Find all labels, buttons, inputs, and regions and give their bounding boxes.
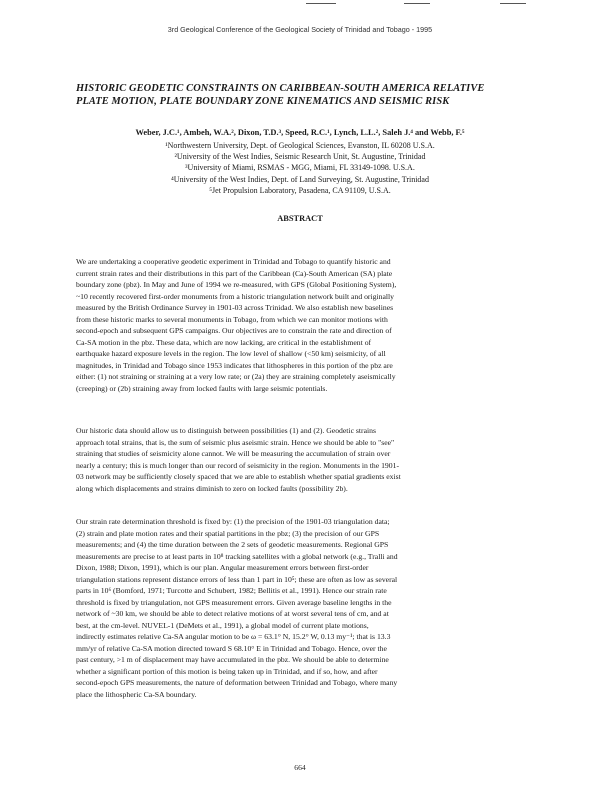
title-line: PLATE MOTION, PLATE BOUNDARY ZONE KINEMATICS AND SEISMIC RISK xyxy=(76,96,450,107)
text-line: 03 network may be sufficiently closely spaced that we are able to establish whether spatial gradients exist xyxy=(76,472,401,481)
text-line: current strain rates and their distributions in this part of the Caribbean (Ca)-South American (SA) plate xyxy=(76,268,393,278)
text-line: whether a significant portion of this motion is being taken up in Trinidad, and if so, how, and after xyxy=(76,666,378,676)
scan-artifact-marks xyxy=(0,3,600,9)
abstract-paragraph-2 xyxy=(76,425,546,494)
author-list: Weber, J.C.¹, Ambeh, W.A.², Dixon, T.D.³, Speed, R.C.¹, Lynch, L.L.², Saleh J.⁴ and Webb, F.⁵ xyxy=(135,128,465,137)
text-line: straining that studies of seismicity alone cannot. We will be measuring the accumulation of strain over xyxy=(76,449,391,458)
text-line: along which displacements and strains diminish to zero on locked faults (possibility 2b). xyxy=(76,483,348,493)
text-line: measurements; and (4) the time duration between the 2 sets of geodetic measurements. Regional GPS xyxy=(76,540,389,549)
page-number: 664 xyxy=(294,763,306,772)
title-line: HISTORIC GEODETIC CONSTRAINTS ON CARIBBEAN-SOUTH AMERICA RELATIVE xyxy=(76,83,485,94)
abstract-paragraph-3 xyxy=(76,516,546,700)
text-line: We are undertaking a cooperative geodetic experiment in Trinidad and Tobago to quantify historic and xyxy=(76,257,391,266)
text-line: either: (1) not straining or straining at a very low rate; or (2a) they are straining completely aseismically xyxy=(76,372,396,381)
abstract-heading: ABSTRACT xyxy=(277,214,323,223)
text-line: past century, >1 m of displacement may have accumulated in the pbz. We should be able to determine xyxy=(76,655,389,664)
text-line: mm/yr of relative Ca-SA motion directed toward S 68.10° E in Trinidad and Tobago. Hence, over the xyxy=(76,643,387,653)
text-line: (creeping) or (2b) straining away from locked faults with large seismic potentials. xyxy=(76,383,328,393)
text-line: boundary zone (pbz). In May and June of 1994 we re-measured, with GPS (Global Positioning System), xyxy=(76,280,397,289)
affiliation: ⁴University of the West Indies, Dept. of Land Surveying, St. Augustine, Trinidad xyxy=(171,174,429,184)
paper-title xyxy=(76,82,546,108)
text-line: measured by the British Ordinance Survey in 1901-03 across Trinidad. We also establish new baselines xyxy=(76,303,394,312)
text-line: second-epoch GPS measurements, the nature of deformation between Trinidad and Tobago, where many xyxy=(76,678,398,687)
text-line: approach total strains, that is, the sum of seismic plus aseismic strain. Hence we should be able to "see" xyxy=(76,437,395,447)
text-line: (2) strain and plate motion rates and their spatial partitions in the pbz; (3) the precision of our GPS xyxy=(76,528,380,538)
affiliation-list xyxy=(0,140,600,196)
affiliation: ⁵Jet Propulsion Laboratory, Pasadena, CA 91109, U.S.A. xyxy=(209,185,391,195)
text-line: place the lithospheric Ca-SA boundary. xyxy=(76,689,197,699)
text-line: second-epoch and subsequent GPS campaigns. Our objectives are to constrain the rate and direction of xyxy=(76,326,392,335)
affiliation: ²University of the West Indies, Seismic Research Unit, St. Augustine, Trinidad xyxy=(174,152,426,162)
affiliation: ¹Northwestern University, Dept. of Geological Sciences, Evanston, IL 60208 U.S.A. xyxy=(165,141,435,150)
text-line: Our strain rate determination threshold is fixed by: (1) the precision of the 1901-03 triangulation data; xyxy=(76,517,390,526)
text-line: magnitudes, in Trinidad and Tobago since 1953 indicates that lithospheres in this portion of the pbz are xyxy=(76,360,393,370)
text-line: threshold is fixed by triangulation, not GPS measurement errors. Given average baseline lengths in the xyxy=(76,597,392,607)
text-line: parts in 10⁶ (Bomford, 1971; Turcotte and Schubert, 1982; Bellitis et al., 1991). Hence our strain rate xyxy=(76,586,387,595)
text-line: Our historic data should allow us to distinguish between possibilities (1) and (2). Geodetic strains xyxy=(76,426,376,435)
text-line: triangulation stations represent distance errors of less than 1 part in 10⁵; these are often as low as several xyxy=(76,574,398,584)
text-line: Dixon, 1988; Dixon, 1991), which is our plan. Angular measurement errors between first-order xyxy=(76,563,369,572)
affiliation: ³University of Miami, RSMAS - MGG, Miami, FL 33149-1098. U.S.A. xyxy=(185,163,415,173)
text-line: indirectly estimates relative Ca-SA angular motion to be ω = 63.1° N, 15.2° W, 0.13 my⁻¹; that is 13.3 xyxy=(76,632,391,641)
text-line: best, at the cm-level. NUVEL-1 (DeMets et al., 1991), a global model of current plate motions, xyxy=(76,620,369,630)
text-line: ~10 recently recovered first-order monuments from a historic triangulation network built and originally xyxy=(76,291,394,301)
abstract-paragraph-1 xyxy=(76,256,546,394)
text-line: from these historic marks to several monuments in Tobago, from which we can monitor motions with xyxy=(76,314,388,324)
text-line: Ca-SA motion in the pbz. These data, which are now lacking, are critical in the establishment of xyxy=(76,337,372,347)
text-line: network of ~30 km, we should be able to detect relative motions of at worst several tens of cm, and at xyxy=(76,609,389,618)
text-line: nearly a century; this is much longer than our record of seismicity in the region. Monuments in the 1901- xyxy=(76,460,400,470)
text-line: measurements are precise to at least parts in 10⁸ tracking satellites with a global network (e.g., Tralli and xyxy=(76,551,398,561)
text-line: earthquake hazard exposure levels in the region. The low level of shallow (<50 km) seismicity, of all xyxy=(76,349,386,358)
conference-header: 3rd Geological Conference of the Geological Society of Trinidad and Tobago - 1995 xyxy=(167,25,433,34)
